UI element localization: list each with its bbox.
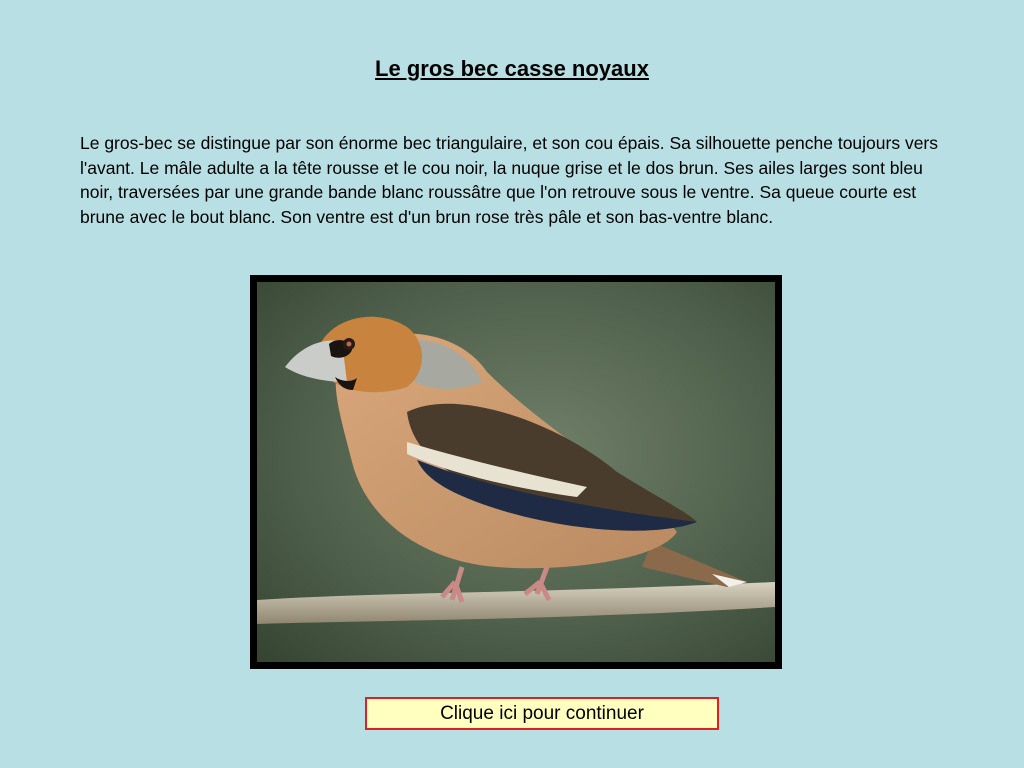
page-title: Le gros bec casse noyaux xyxy=(375,56,649,81)
description-text: Le gros-bec se distingue par son énorme bec triangulaire, et son cou épais. Sa silhouette penche toujours vers l'avant. Le mâle adulte a la tête rousse et le cou noir, la nuque grise et le dos brun. Ses ailes larges sont bleu noir, traversées par une grande bande blanc roussâtre que l'on retrouve sous le ventre. Sa queue courte est brune avec le bout blanc. Son ventre est d'un brun rose très pâle et son bas-ventre blanc. xyxy=(80,133,939,227)
continue-button[interactable]: Clique ici pour continuer xyxy=(365,697,719,730)
hawfinch-illustration xyxy=(257,282,775,662)
bird-photo xyxy=(250,275,782,669)
